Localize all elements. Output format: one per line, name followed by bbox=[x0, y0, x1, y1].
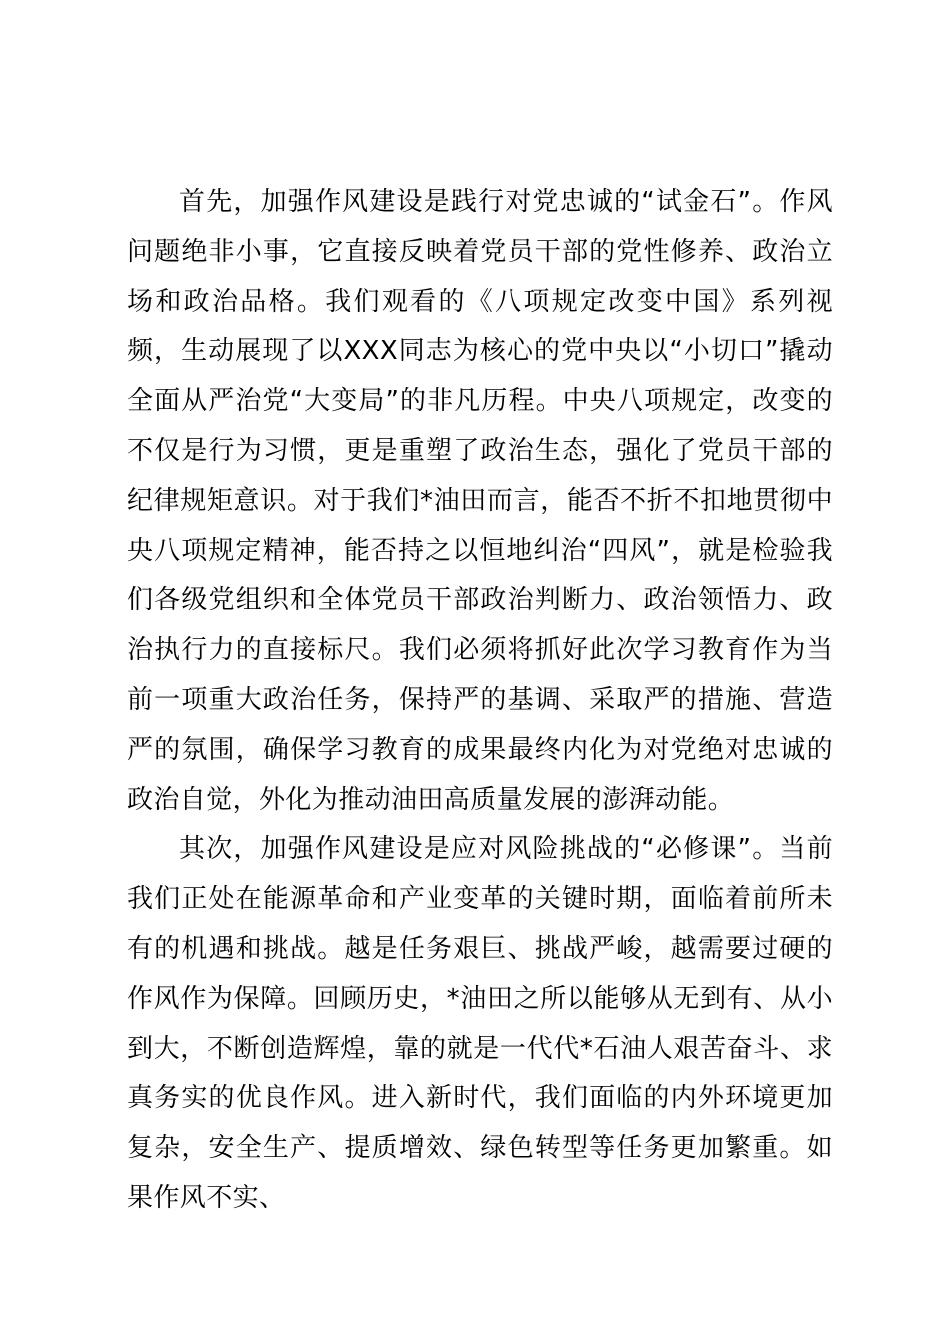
paragraph-2: 其次，加强作风建设是应对风险挑战的“必修课”。当前我们正处在能源革命和产业变革的关键时期，面临着前所未有的机遇和挑战。越是任务艰巨、挑战严峻，越需要过硬的作风作为保障。回顾历史，*油田之所以能够从无到有、从小到大，不断创造辉煌，靠的就是一代代*石油人艰苦奋斗、求真务实的优良作风。进入新时代，我们面临的内外环境更加复杂，安全生产、提质增效、绿色转型等任务更加繁重。如果作风不实、 bbox=[127, 834, 833, 1213]
body-text bbox=[127, 178, 833, 1224]
paragraph-1: 首先，加强作风建设是践行对党忠诚的“试金石”。作风问题绝非小事，它直接反映着党员干部的党性修养、政治立场和政治品格。我们观看的《八项规定改变中国》系列视频，生动展现了以XXX同志为核心的党中央以“小切口”撬动全面从严治党“大变局”的非凡历程。中央八项规定，改变的不仅是行为习惯，更是重塑了政治生态，强化了党员干部的纪律规矩意识。对于我们*油田而言，能否不折不扣地贯彻中央八项规定精神，能否持之以恒地纠治“四风”，就是检验我们各级党组织和全体党员干部政治判断力、政治领悟力、政治执行力的直接标尺。我们必须将抓好此次学习教育作为当前一项重大政治任务，保持严的基调、采取严的措施、营造严的氛围，确保学习教育的成果最终内化为对党绝对忠诚的政治自觉，外化为推动油田高质量发展的澎湃动能。 bbox=[127, 187, 833, 815]
